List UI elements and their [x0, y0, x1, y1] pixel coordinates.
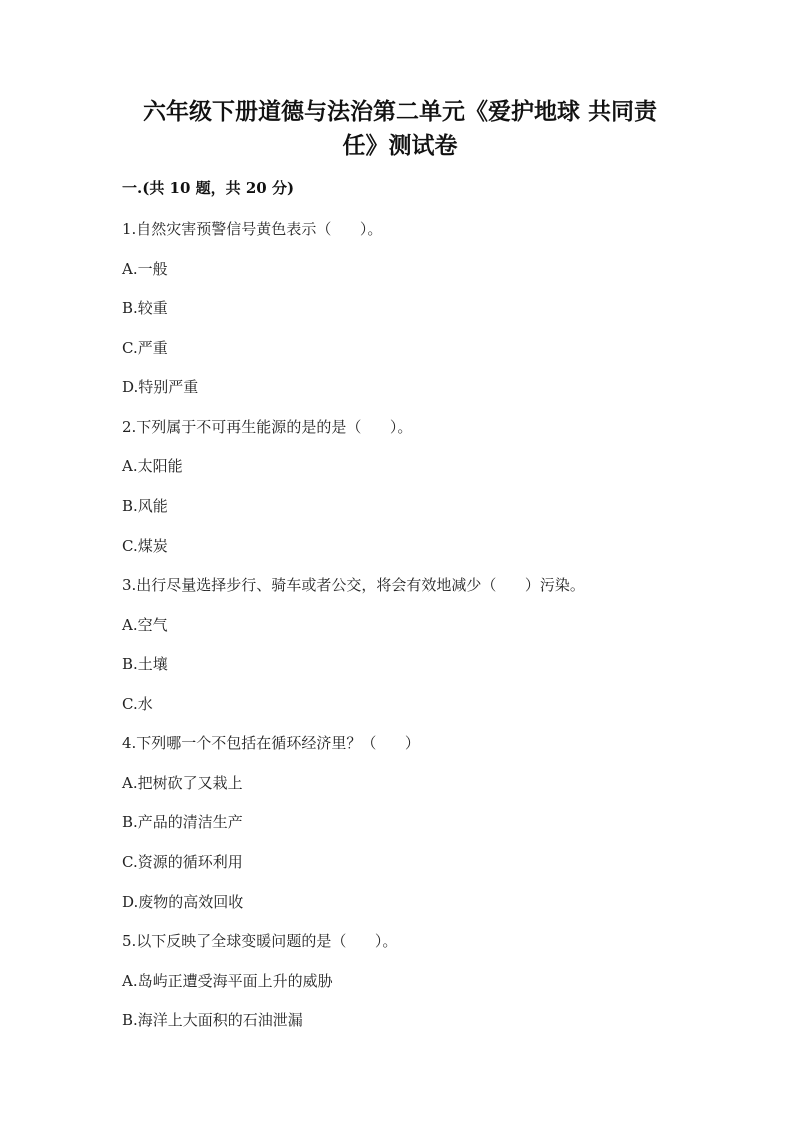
- question-2-option-b: B.风能: [122, 497, 168, 515]
- question-4-stem: 4.下列哪一个不包括在循环经济里？（ ）: [122, 734, 420, 752]
- section-heading: 一.(共 10 题，共 20 分): [122, 179, 295, 197]
- question-3-option-b: B.土壤: [122, 655, 168, 673]
- question-5-option-b: B.海洋上大面积的石油泄漏: [122, 1011, 303, 1029]
- question-2-stem: 2.下列属于不可再生能源的是的是（ ）。: [122, 418, 413, 436]
- question-3-option-a: A.空气: [122, 616, 168, 634]
- question-2-option-c: C.煤炭: [122, 537, 168, 555]
- question-4-option-b: B.产品的清洁生产: [122, 813, 243, 831]
- question-4-option-a: A.把树砍了又栽上: [122, 774, 243, 792]
- question-1-stem: 1.自然灾害预警信号黄色表示（ ）。: [122, 220, 383, 238]
- page-title-line-1: 六年级下册道德与法治第二单元《爱护地球 共同责: [142, 98, 657, 125]
- question-3-stem: 3.出行尽量选择步行、骑车或者公交，将会有效地减少（ ）污染。: [122, 576, 585, 594]
- question-3-option-c: C.水: [122, 695, 153, 713]
- question-1-option-c: C.严重: [122, 339, 168, 357]
- question-1-option-a: A.一般: [122, 260, 168, 278]
- question-4-option-d: D.废物的高效回收: [122, 893, 244, 911]
- question-2-option-a: A.太阳能: [122, 457, 183, 475]
- page-title-line-2: 任》测试卷: [342, 132, 458, 159]
- question-5-stem: 5.以下反映了全球变暖问题的是（ ）。: [122, 932, 398, 950]
- question-1-option-d: D.特别严重: [122, 378, 199, 396]
- question-1-option-b: B.较重: [122, 299, 168, 317]
- question-4-option-c: C.资源的循环利用: [122, 853, 243, 871]
- question-5-option-a: A.岛屿正遭受海平面上升的威胁: [122, 972, 333, 990]
- page-title: [100, 95, 700, 163]
